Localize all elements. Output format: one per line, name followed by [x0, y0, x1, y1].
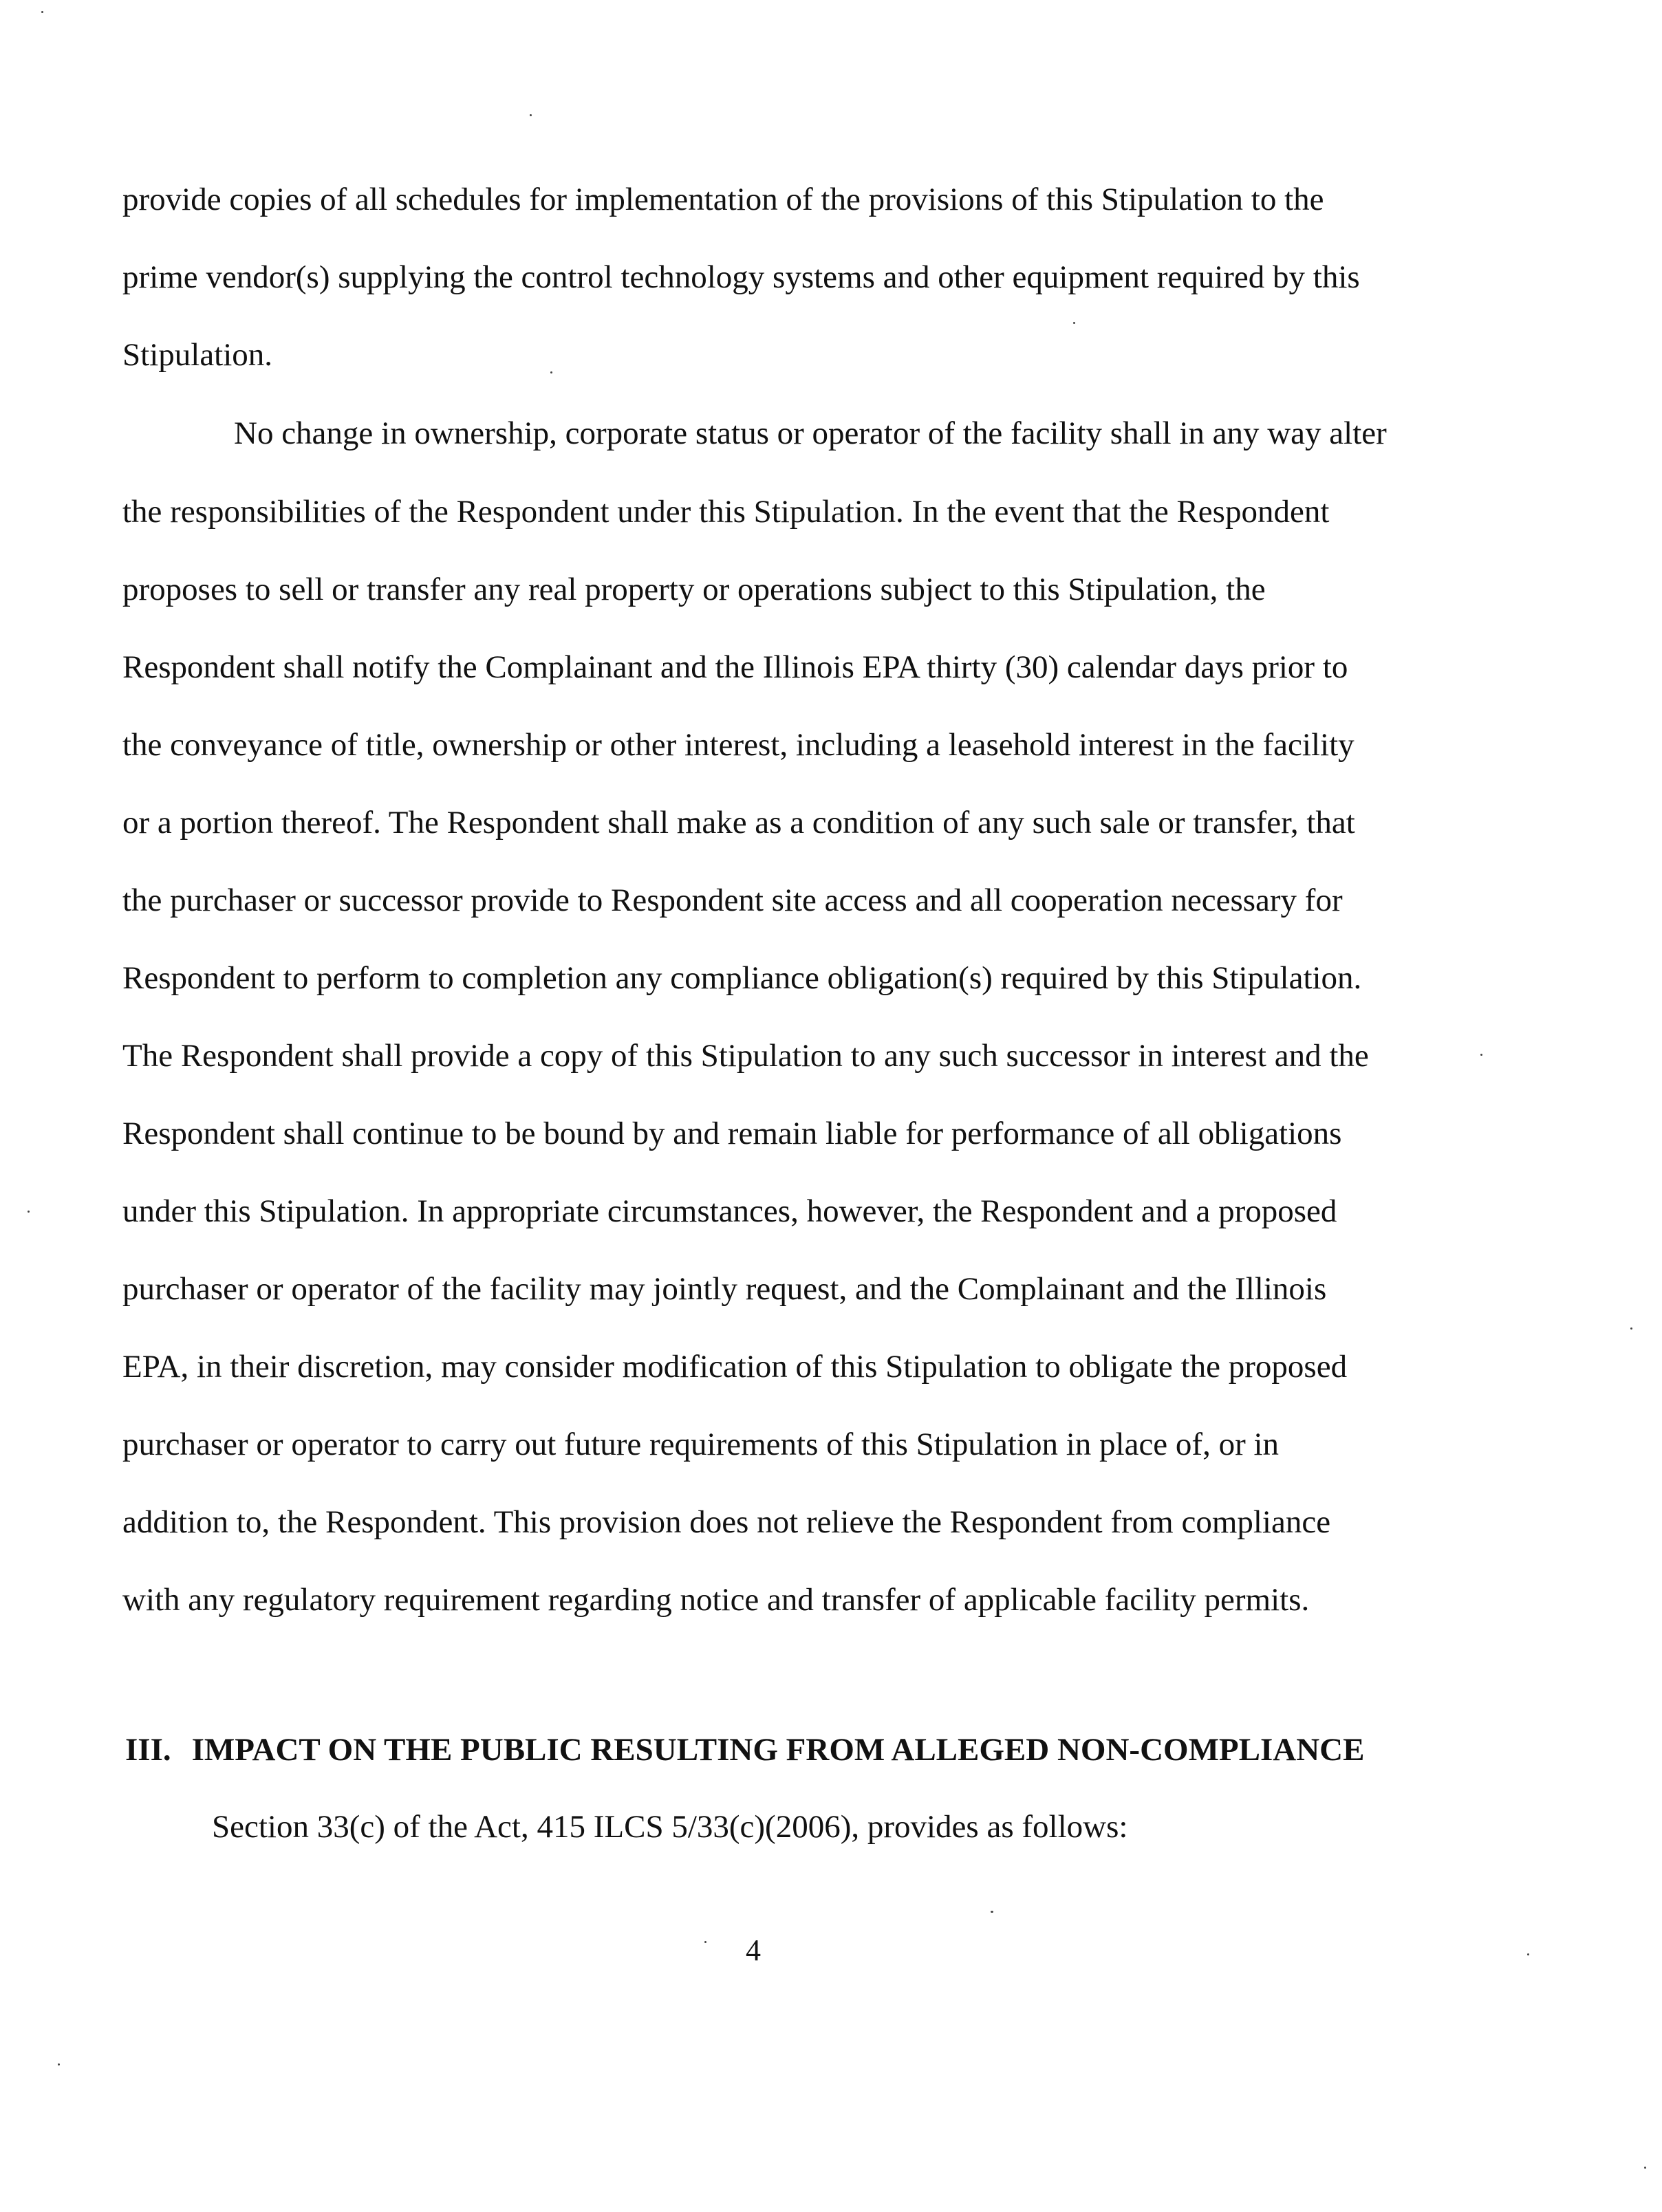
- paragraph2-line-15: addition to, the Respondent. This provision does not relieve the Respondent from compliance: [122, 1504, 1331, 1540]
- scan-speck: [530, 114, 532, 116]
- scan-speck: [704, 1941, 706, 1943]
- paragraph2-line-5: the conveyance of title, ownership or other interest, including a leasehold interest in the facility: [122, 727, 1355, 763]
- scan-speck: [550, 371, 552, 373]
- scan-speck: [41, 11, 43, 13]
- paragraph2-line-12: purchaser or operator of the facility may jointly request, and the Complainant and the Illinois: [122, 1271, 1327, 1307]
- paragraph2-line-7: the purchaser or successor provide to Respondent site access and all cooperation necessary for: [122, 882, 1343, 918]
- scan-speck: [1527, 1953, 1529, 1955]
- paragraph2-line-16: with any regulatory requirement regarding notice and transfer of applicable facility permits.: [122, 1582, 1310, 1618]
- page-number: 4: [746, 1933, 761, 1967]
- section-title: IMPACT ON THE PUBLIC RESULTING FROM ALLEGED NON-COMPLIANCE: [191, 1732, 1365, 1768]
- paragraph2-line-14: purchaser or operator to carry out future requirements of this Stipulation in place of, or in: [122, 1427, 1280, 1462]
- paragraph2-line-13: EPA, in their discretion, may consider modification of this Stipulation to obligate the proposed: [122, 1349, 1348, 1385]
- paragraph2-line-3: proposes to sell or transfer any real property or operations subject to this Stipulation, the: [122, 572, 1266, 607]
- paragraph2-line-11: under this Stipulation. In appropriate circumstances, however, the Respondent and a proposed: [122, 1193, 1337, 1229]
- paragraph1-line-3: Stipulation.: [122, 337, 273, 373]
- scan-speck: [1630, 1327, 1632, 1330]
- paragraph2-line-8: Respondent to perform to completion any compliance obligation(s) required by this Stipulation.: [122, 960, 1362, 996]
- paragraph2-line-1: No change in ownership, corporate status or operator of the facility shall in any way alter: [234, 415, 1387, 451]
- paragraph2-line-4: Respondent shall notify the Complainant and the Illinois EPA thirty (30) calendar days prior to: [122, 649, 1348, 685]
- paragraph2-line-10: Respondent shall continue to be bound by and remain liable for performance of all obligations: [122, 1116, 1342, 1151]
- scan-speck: [991, 1911, 993, 1913]
- paragraph1-line-1: provide copies of all schedules for implementation of the provisions of this Stipulation to the: [122, 182, 1324, 217]
- section-heading: [125, 1731, 1364, 1769]
- scan-speck: [1073, 322, 1075, 324]
- paragraph1-line-2: prime vendor(s) supplying the control technology systems and other equipment required by this: [122, 259, 1360, 295]
- section-number: III.: [125, 1732, 171, 1768]
- paragraph2-line-9: The Respondent shall provide a copy of this Stipulation to any such successor in interest and the: [122, 1038, 1369, 1074]
- paragraph2-line-2: the responsibilities of the Respondent under this Stipulation. In the event that the Respondent: [122, 494, 1330, 530]
- section-intro: Section 33(c) of the Act, 415 ILCS 5/33(c)(2006), provides as follows:: [212, 1809, 1128, 1845]
- scan-speck: [58, 2063, 60, 2065]
- scan-speck: [28, 1211, 30, 1213]
- paragraph2-line-6: or a portion thereof. The Respondent shall make as a condition of any such sale or transfer, that: [122, 805, 1355, 841]
- scan-speck: [1644, 2167, 1646, 2169]
- scan-speck: [1480, 1054, 1482, 1056]
